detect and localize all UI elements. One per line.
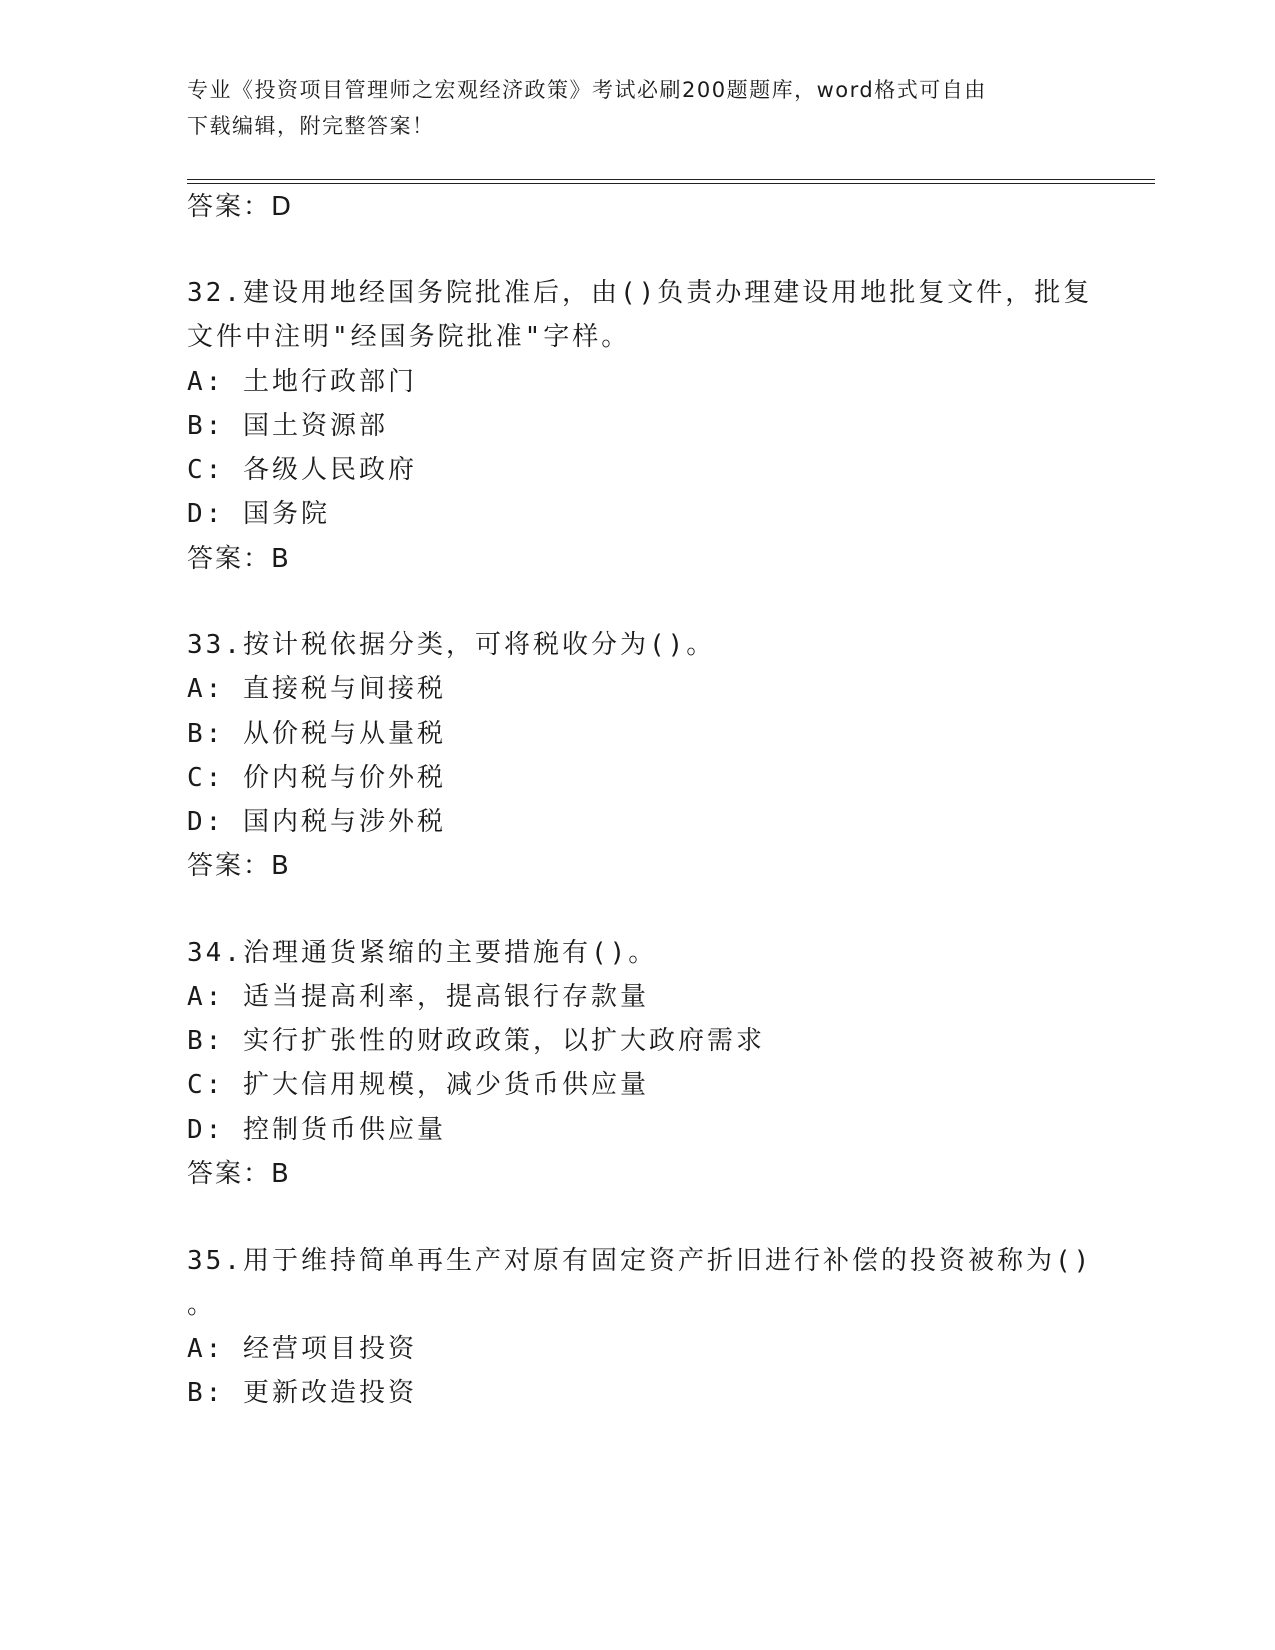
question-34-option-c: C: 扩大信用规模，减少货币供应量 (187, 1070, 649, 1100)
question-34-stem-line-1: 34.治理通货紧缩的主要措施有()。 (187, 938, 658, 968)
question-34-answer: 答案：B (187, 1159, 291, 1189)
question-35-option-b: B: 更新改造投资 (187, 1378, 417, 1408)
question-32-option-c: C: 各级人民政府 (187, 455, 417, 485)
question-33-option-a: A: 直接税与间接税 (187, 674, 446, 704)
question-32-option-b: B: 国土资源部 (187, 411, 388, 441)
header-rule-bottom (187, 183, 1155, 184)
question-34-option-a: A: 适当提高利率，提高银行存款量 (187, 982, 649, 1012)
question-33-answer: 答案：B (187, 851, 291, 881)
question-33-stem-line-1: 33.按计税依据分类，可将税收分为()。 (187, 630, 716, 660)
question-33-option-d: D: 国内税与涉外税 (187, 807, 446, 837)
question-33-option-b: B: 从价税与从量税 (187, 719, 446, 749)
header-line-1: 专业《投资项目管理师之宏观经济政策》考试必刷200题题库，word格式可自由 (187, 78, 987, 102)
question-34-option-d: D: 控制货币供应量 (187, 1115, 446, 1145)
previous-answer: 答案：D (187, 192, 294, 222)
question-32-option-a: A: 土地行政部门 (187, 367, 417, 397)
document-header (187, 72, 1087, 144)
question-33-option-c: C: 价内税与价外税 (187, 763, 446, 793)
question-34-option-b: B: 实行扩张性的财政政策，以扩大政府需求 (187, 1026, 765, 1056)
question-35-stem-line-1: 35.用于维持简单再生产对原有固定资产折旧进行补偿的投资被称为() (187, 1246, 1093, 1276)
question-32-stem-line-1: 32.建设用地经国务院批准后，由()负责办理建设用地批复文件，批复 (187, 278, 1093, 308)
header-line-2: 下载编辑，附完整答案！ (187, 114, 435, 138)
header-rule-top (187, 179, 1155, 180)
question-35-stem-line-2: 。 (187, 1290, 217, 1320)
question-35-option-a: A: 经营项目投资 (187, 1334, 417, 1364)
question-32-stem-line-2: 文件中注明"经国务院批准"字样。 (187, 322, 631, 352)
question-32-answer: 答案：B (187, 544, 291, 574)
question-32-option-d: D: 国务院 (187, 499, 330, 529)
